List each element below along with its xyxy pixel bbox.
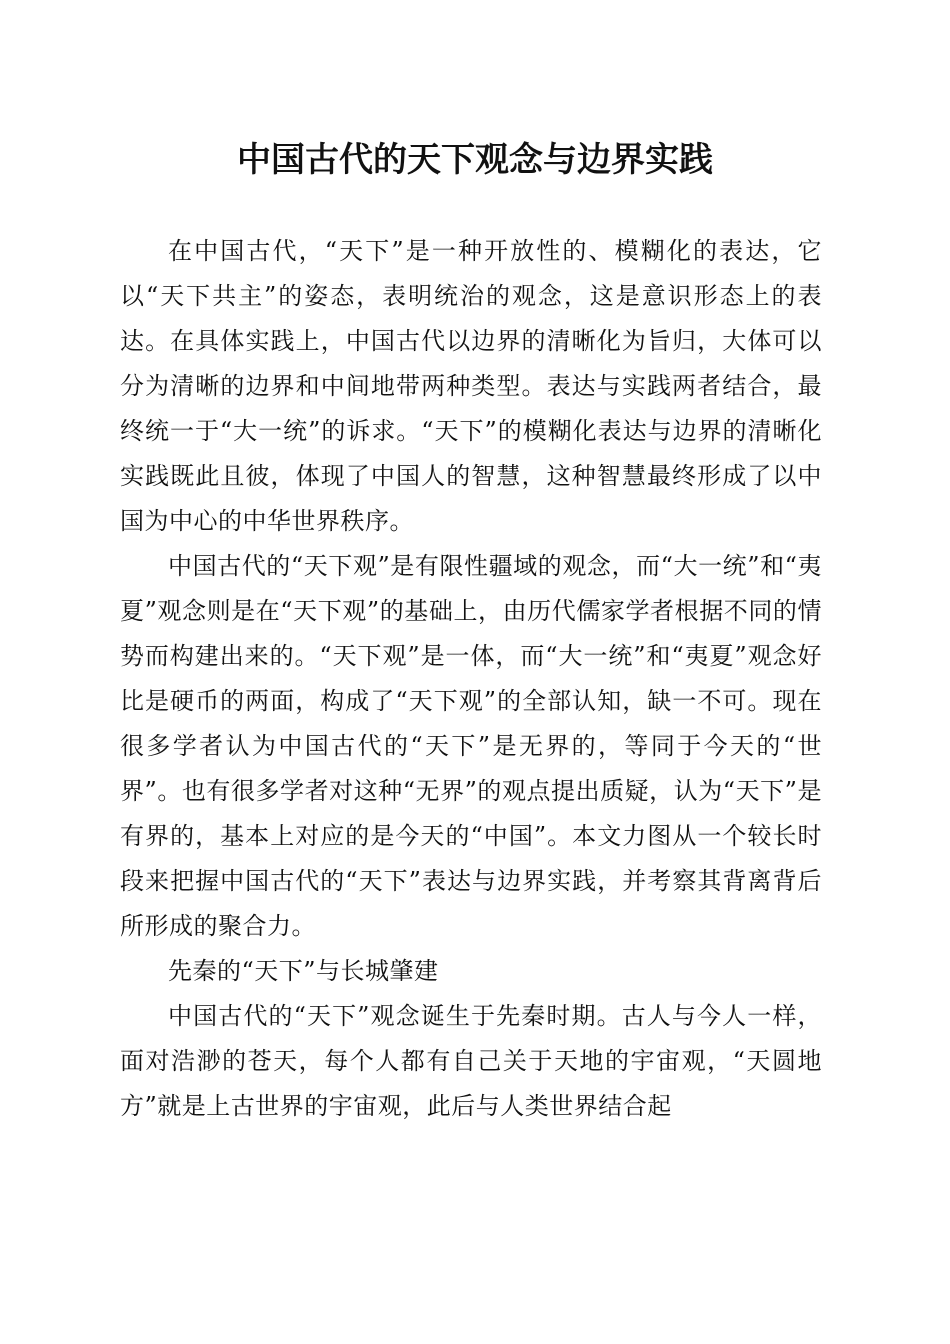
document-body — [120, 229, 822, 1129]
document-title: 中国古代的天下观念与边界实践 — [237, 140, 713, 180]
section-heading: 先秦的“天下”与长城肇建 — [168, 957, 439, 985]
paragraph-tianxia-view: 中国古代的“天下观”是有限性疆域的观念，而“大一统”和“夷夏”观念则是在“天下观”的基础上，由历代儒家学者根据不同的情势而构建出来的。“天下观”是一体，而“大一统”和“夷夏”观念好比是硬币的两面，构成了“天下观”的全部认知，缺一不可。现在很多学者认为中国古代的“天下”是无界的，等同于今天的“世界”。也有很多学者对这种“无界”的观点提出质疑，认为“天下”是有界的，基本上对应的是今天的“中国”。本文力图从一个较长时段来把握中国古代的“天下”表达与边界实践，并考察其背离背后所形成的聚合力。 — [120, 552, 822, 940]
paragraph-pre-qin: 中国古代的“天下”观念诞生于先秦时期。古人与今人一样，面对浩渺的苍天，每个人都有自己关于天地的宇宙观，“天圆地方”就是上古世界的宇宙观，此后与人类世界结合起 — [120, 1002, 822, 1120]
paragraph-intro: 在中国古代，“天下”是一种开放性的、模糊化的表达，它以“天下共主”的姿态，表明统治的观念，这是意识形态上的表达。在具体实践上，中国古代以边界的清晰化为旨归，大体可以分为清晰的边界和中间地带两种类型。表达与实践两者结合，最终统一于“大一统”的诉求。“天下”的模糊化表达与边界的清晰化实践既此且彼，体现了中国人的智慧，这种智慧最终形成了以中国为中心的中华世界秩序。 — [120, 237, 822, 535]
